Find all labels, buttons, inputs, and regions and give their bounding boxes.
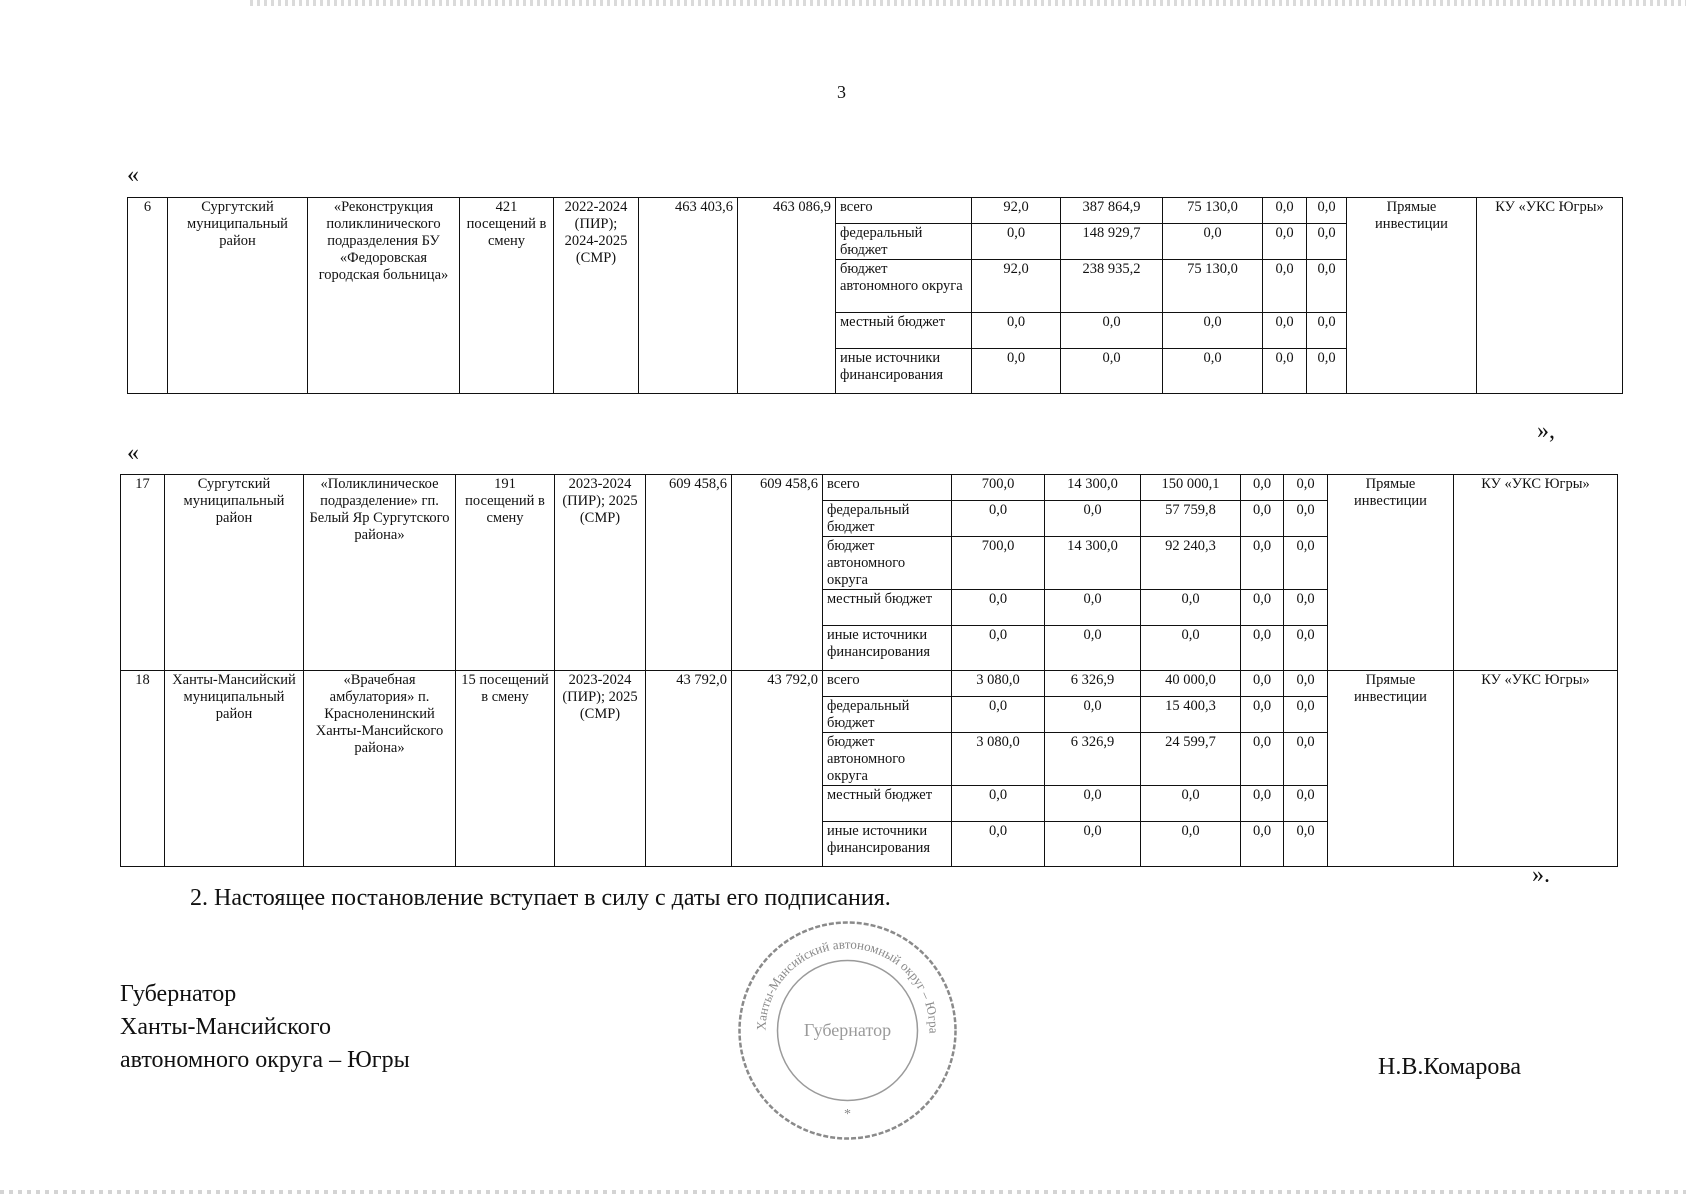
funding-value-cell: 0,0 [1263, 349, 1307, 394]
funding-source-cell: бюджет автономного округа [836, 260, 972, 313]
period-cell: 2023-2024 (ПИР); 2025 (СМР) [555, 671, 646, 867]
funding-value-cell: 75 130,0 [1163, 260, 1263, 313]
funding-value-cell: 0,0 [1284, 626, 1328, 671]
funding-source-cell: всего [823, 475, 952, 501]
funding-value-cell: 0,0 [1241, 697, 1284, 733]
funding-value-cell: 57 759,8 [1141, 501, 1241, 537]
funding-value-cell: 0,0 [1141, 822, 1241, 867]
signatory-title-line-1: Губернатор [120, 981, 237, 1007]
funding-value-cell: 0,0 [1045, 501, 1141, 537]
investment-mechanism-cell: Прямые инвестиции [1347, 198, 1477, 394]
object-name-cell: «Врачебная амбулатория» п. Красноленинский Ханты-Мансийского района» [304, 671, 456, 867]
funding-value-cell: 14 300,0 [1045, 475, 1141, 501]
funding-value-cell: 0,0 [1284, 786, 1328, 822]
funding-value-cell: 238 935,2 [1061, 260, 1163, 313]
capacity-cell: 15 посещений в смену [456, 671, 555, 867]
customer-cell: КУ «УКС Югры» [1454, 671, 1618, 867]
funding-source-cell: бюджет автономного округа [823, 733, 952, 786]
funding-value-cell: 0,0 [1061, 349, 1163, 394]
funding-source-cell: федеральный бюджет [823, 501, 952, 537]
funding-value-cell: 0,0 [1141, 590, 1241, 626]
funding-value-cell: 0,0 [1284, 475, 1328, 501]
funding-value-cell: 0,0 [1045, 786, 1141, 822]
closing-quote-1: », [1537, 418, 1555, 444]
funding-value-cell: 3 080,0 [952, 671, 1045, 697]
funding-value-cell: 0,0 [972, 349, 1061, 394]
funding-value-cell: 0,0 [1307, 349, 1347, 394]
funding-value-cell: 6 326,9 [1045, 671, 1141, 697]
funding-value-cell: 0,0 [1241, 786, 1284, 822]
object-name-cell: «Поликлиническое подразделение» гп. Белый Яр Сургутского района» [304, 475, 456, 671]
funding-value-cell: 0,0 [1263, 313, 1307, 349]
total-cost-cell: 463 403,6 [639, 198, 738, 394]
funding-value-cell: 0,0 [952, 590, 1045, 626]
funding-source-cell: местный бюджет [823, 590, 952, 626]
scan-artifact-bottom [0, 1190, 1686, 1194]
funding-value-cell: 0,0 [1284, 590, 1328, 626]
funding-value-cell: 0,0 [1241, 671, 1284, 697]
funding-value-cell: 0,0 [1045, 626, 1141, 671]
seal-center-text: Губернатор [803, 1020, 892, 1040]
funding-value-cell: 0,0 [972, 224, 1061, 260]
period-cell: 2023-2024 (ПИР); 2025 (СМР) [555, 475, 646, 671]
remaining-cost-cell: 609 458,6 [732, 475, 823, 671]
funding-source-cell: бюджет автономного округа [823, 537, 952, 590]
funding-value-cell: 150 000,1 [1141, 475, 1241, 501]
funding-value-cell: 0,0 [1163, 313, 1263, 349]
capacity-cell: 421 посещений в смену [460, 198, 554, 394]
funding-value-cell: 0,0 [1284, 822, 1328, 867]
table-2 [120, 474, 1618, 867]
funding-value-cell: 0,0 [1241, 537, 1284, 590]
signatory-title [120, 978, 410, 1077]
funding-value-cell: 92,0 [972, 198, 1061, 224]
seal-star-icon: * [844, 1107, 851, 1122]
funding-value-cell: 0,0 [1045, 822, 1141, 867]
table-1 [127, 197, 1623, 394]
funding-value-cell: 0,0 [952, 786, 1045, 822]
funding-value-cell: 0,0 [1307, 313, 1347, 349]
funding-value-cell: 0,0 [1163, 224, 1263, 260]
funding-source-cell: местный бюджет [823, 786, 952, 822]
signatory-name: Н.В.Комарова [1378, 1054, 1522, 1080]
funding-value-cell: 3 080,0 [952, 733, 1045, 786]
funding-value-cell: 700,0 [952, 475, 1045, 501]
funding-value-cell: 0,0 [952, 822, 1045, 867]
funding-value-cell: 15 400,3 [1141, 697, 1241, 733]
funding-value-cell: 0,0 [1045, 590, 1141, 626]
funding-source-cell: федеральный бюджет [836, 224, 972, 260]
funding-value-cell: 0,0 [1307, 224, 1347, 260]
table-row [121, 475, 1618, 501]
official-seal [735, 918, 960, 1143]
funding-value-cell: 0,0 [1163, 349, 1263, 394]
funding-value-cell: 387 864,9 [1061, 198, 1163, 224]
funding-source-cell: иные источники финансирования [823, 822, 952, 867]
table-row [128, 198, 1623, 224]
seal-ring-text: Ханты-Мансийский автономный округ – Югра [753, 936, 942, 1034]
funding-value-cell: 40 000,0 [1141, 671, 1241, 697]
funding-value-cell: 0,0 [1241, 501, 1284, 537]
funding-value-cell: 0,0 [1263, 198, 1307, 224]
funding-value-cell: 700,0 [952, 537, 1045, 590]
funding-value-cell: 0,0 [1241, 475, 1284, 501]
remaining-cost-cell: 43 792,0 [732, 671, 823, 867]
investment-mechanism-cell: Прямые инвестиции [1328, 671, 1454, 867]
signatory-title-line-2: Ханты-Мансийского [120, 1014, 331, 1040]
table-2-body [121, 475, 1618, 867]
funding-value-cell: 0,0 [1263, 224, 1307, 260]
funding-value-cell: 0,0 [1307, 198, 1347, 224]
remaining-cost-cell: 463 086,9 [738, 198, 836, 394]
funding-value-cell: 0,0 [1284, 537, 1328, 590]
customer-cell: КУ «УКС Югры» [1477, 198, 1623, 394]
funding-value-cell: 0,0 [1263, 260, 1307, 313]
funding-source-cell: иные источники финансирования [823, 626, 952, 671]
funding-value-cell: 0,0 [1061, 313, 1163, 349]
funding-value-cell: 6 326,9 [1045, 733, 1141, 786]
closing-quote-2: ». [1532, 862, 1550, 888]
customer-cell: КУ «УКС Югры» [1454, 475, 1618, 671]
funding-value-cell: 24 599,7 [1141, 733, 1241, 786]
funding-source-cell: иные источники финансирования [836, 349, 972, 394]
funding-value-cell: 0,0 [1284, 697, 1328, 733]
total-cost-cell: 609 458,6 [646, 475, 732, 671]
funding-value-cell: 0,0 [1045, 697, 1141, 733]
funding-value-cell: 0,0 [1307, 260, 1347, 313]
funding-value-cell: 148 929,7 [1061, 224, 1163, 260]
funding-value-cell: 0,0 [1241, 733, 1284, 786]
opening-quote-1: « [127, 162, 139, 188]
funding-value-cell: 0,0 [1241, 590, 1284, 626]
object-number: 6 [128, 198, 168, 394]
funding-value-cell: 75 130,0 [1163, 198, 1263, 224]
funding-value-cell: 0,0 [1141, 786, 1241, 822]
funding-value-cell: 0,0 [1141, 626, 1241, 671]
funding-source-cell: местный бюджет [836, 313, 972, 349]
funding-value-cell: 0,0 [1284, 733, 1328, 786]
paragraph-2: 2. Настоящее постановление вступает в силу с даты его подписания. [190, 885, 891, 911]
opening-quote-2: « [127, 440, 139, 466]
municipality-cell: Сургутский муниципальный район [168, 198, 308, 394]
funding-source-cell: всего [823, 671, 952, 697]
funding-source-cell: всего [836, 198, 972, 224]
table-1-body [128, 198, 1623, 394]
funding-source-cell: федеральный бюджет [823, 697, 952, 733]
funding-value-cell: 0,0 [972, 313, 1061, 349]
signatory-title-line-3: автономного округа – Югры [120, 1047, 410, 1073]
funding-value-cell: 92 240,3 [1141, 537, 1241, 590]
funding-value-cell: 0,0 [952, 626, 1045, 671]
object-number: 17 [121, 475, 165, 671]
object-name-cell: «Реконструкция поликлинического подразделения БУ «Федоровская городская больница» [308, 198, 460, 394]
funding-value-cell: 0,0 [952, 697, 1045, 733]
funding-value-cell: 0,0 [1241, 822, 1284, 867]
period-cell: 2022-2024 (ПИР); 2024-2025 (СМР) [554, 198, 639, 394]
municipality-cell: Сургутский муниципальный район [165, 475, 304, 671]
funding-value-cell: 0,0 [1284, 671, 1328, 697]
municipality-cell: Ханты-Мансийский муниципальный район [165, 671, 304, 867]
funding-value-cell: 0,0 [1284, 501, 1328, 537]
capacity-cell: 191 посещений в смену [456, 475, 555, 671]
funding-value-cell: 14 300,0 [1045, 537, 1141, 590]
funding-value-cell: 0,0 [952, 501, 1045, 537]
scan-artifact-top [250, 0, 1686, 6]
funding-value-cell: 0,0 [1241, 626, 1284, 671]
total-cost-cell: 43 792,0 [646, 671, 732, 867]
object-number: 18 [121, 671, 165, 867]
investment-mechanism-cell: Прямые инвестиции [1328, 475, 1454, 671]
page-number: 3 [837, 82, 846, 102]
table-row [121, 671, 1618, 697]
funding-value-cell: 92,0 [972, 260, 1061, 313]
